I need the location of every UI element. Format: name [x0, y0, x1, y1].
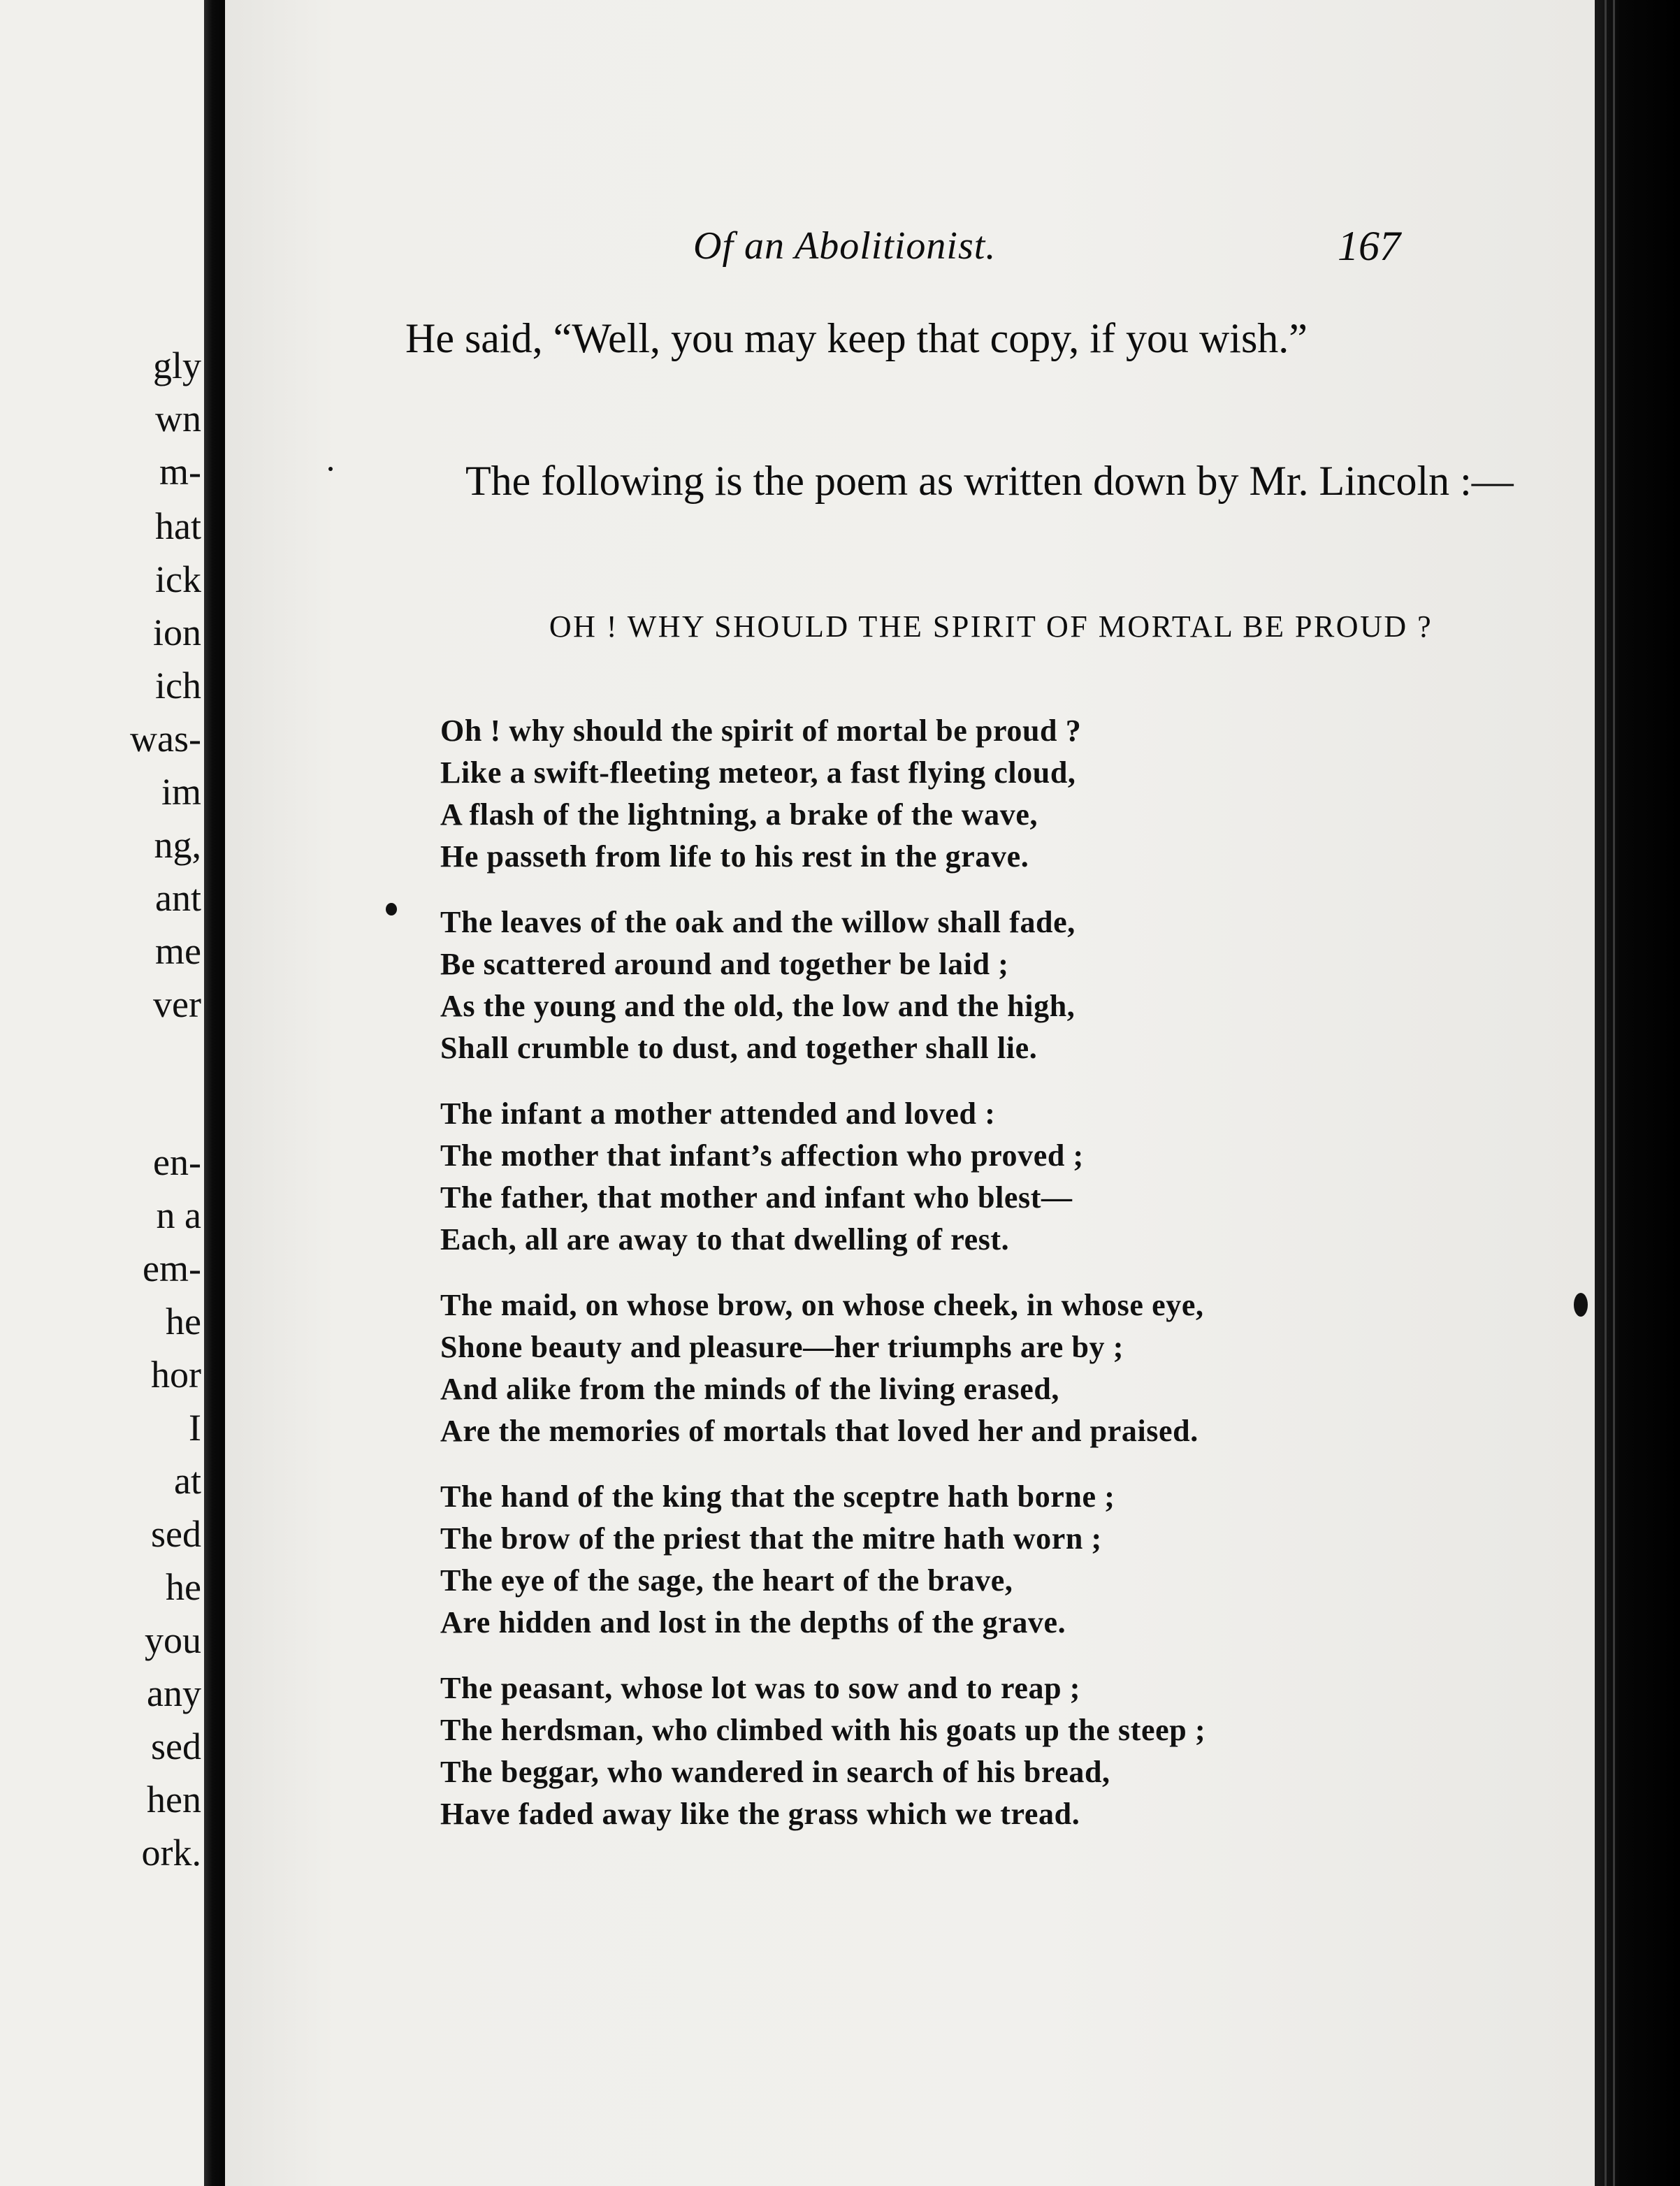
poem-line: The beggar, who wandered in search of his bread, [440, 1755, 1110, 1789]
left-page-fragment: em- [143, 1247, 201, 1289]
poem-stanza [440, 710, 1572, 878]
left-page-fragment: hat [155, 505, 201, 547]
left-page-fragment: ver [153, 983, 201, 1025]
book-page [225, 0, 1595, 2186]
poem-line: The mother that infant’s affection who proved ; [440, 1138, 1084, 1173]
poem-title: OH ! WHY SHOULD THE SPIRIT OF MORTAL BE PROUD ? [549, 609, 1433, 644]
page-edge-shadow [1595, 0, 1680, 2186]
poem-line: Each, all are away to that dwelling of rest. [440, 1222, 1010, 1257]
paragraph-text: The following is the poem as written down by Mr. Lincoln :— [465, 458, 1514, 504]
poem-line: Are hidden and lost in the depths of the grave. [440, 1605, 1066, 1640]
left-page-fragment: m- [159, 451, 201, 493]
poem-line: The brow of the priest that the mitre hath worn ; [440, 1521, 1102, 1556]
left-page-fragment: any [147, 1672, 201, 1714]
poem-line: Be scattered around and together be laid ; [440, 947, 1009, 981]
poem-stanza [440, 1667, 1572, 1835]
ink-speck [1574, 1293, 1588, 1317]
poem-line: Shone beauty and pleasure—her triumphs are by ; [440, 1330, 1124, 1364]
body-paragraph [405, 309, 1575, 368]
body-paragraph [405, 451, 1575, 510]
poem-body [440, 710, 1572, 1859]
poem-line: The infant a mother attended and loved : [440, 1096, 996, 1131]
left-page-fragment: ant [155, 877, 201, 919]
left-page-fragment: sed [151, 1725, 201, 1767]
left-page-fragment: im [161, 771, 201, 813]
left-page-fragment: ick [155, 558, 201, 600]
poem-line: The peasant, whose lot was to sow and to reap ; [440, 1671, 1080, 1705]
poem-line: The herdsman, who climbed with his goats up the steep ; [440, 1713, 1206, 1747]
poem-stanza [440, 1476, 1572, 1644]
ink-speck [386, 903, 397, 915]
left-page-fragment: he [166, 1301, 201, 1342]
left-page-fragment: me [155, 930, 201, 972]
poem-line: Like a swift-fleeting meteor, a fast flying cloud, [440, 755, 1076, 790]
running-head: Of an Abolitionist. [693, 224, 997, 268]
poem-line: Oh ! why should the spirit of mortal be proud ? [440, 714, 1082, 748]
book-gutter [204, 0, 225, 2186]
poem-line: The father, that mother and infant who blest— [440, 1180, 1073, 1215]
left-page-fragment: I [189, 1407, 201, 1449]
poem-line: The hand of the king that the sceptre hath borne ; [440, 1479, 1115, 1514]
left-page-fragment: sed [151, 1513, 201, 1555]
left-page-fragment: ich [155, 665, 201, 707]
page-number: 167 [1338, 223, 1400, 269]
poem-line: The eye of the sage, the heart of the brave, [440, 1563, 1013, 1598]
left-page-fragment: gly [152, 345, 201, 386]
left-page-fragment: ng, [154, 824, 201, 866]
left-page-fragment: you [145, 1619, 201, 1661]
facing-page-fragment [0, 0, 204, 2186]
page-edge-line [1613, 0, 1615, 2186]
poem-line: Are the memories of mortals that loved her and praised. [440, 1414, 1199, 1448]
left-page-fragment: ork. [141, 1832, 201, 1874]
page-edge-line [1605, 0, 1607, 2186]
left-page-fragment: was- [130, 718, 201, 760]
poem-stanza [440, 1093, 1572, 1261]
ink-speck [328, 467, 333, 471]
poem-stanza [440, 1284, 1572, 1452]
poem-line: And alike from the minds of the living erased, [440, 1372, 1060, 1406]
left-page-fragment: n a [156, 1194, 201, 1236]
left-page-fragment: en- [153, 1141, 201, 1183]
left-page-fragment: at [174, 1460, 201, 1502]
left-page-fragment: he [166, 1566, 201, 1608]
poem-line: The maid, on whose brow, on whose cheek, in whose eye, [440, 1288, 1204, 1322]
poem-stanza [440, 902, 1572, 1069]
left-page-fragment: ion [152, 611, 201, 653]
paragraph-text: He said, “Well, you may keep that copy, if you wish.” [405, 315, 1308, 361]
left-page-fragment: hor [151, 1354, 201, 1396]
poem-line: Shall crumble to dust, and together shall lie. [440, 1031, 1038, 1065]
poem-line: As the young and the old, the low and the high, [440, 989, 1076, 1023]
left-page-fragment: hen [147, 1779, 201, 1821]
poem-line: A flash of the lightning, a brake of the wave, [440, 797, 1038, 832]
left-page-fragment: wn [155, 398, 201, 440]
poem-line: The leaves of the oak and the willow shall fade, [440, 905, 1076, 939]
poem-line: Have faded away like the grass which we tread. [440, 1797, 1080, 1831]
poem-line: He passeth from life to his rest in the grave. [440, 839, 1029, 874]
